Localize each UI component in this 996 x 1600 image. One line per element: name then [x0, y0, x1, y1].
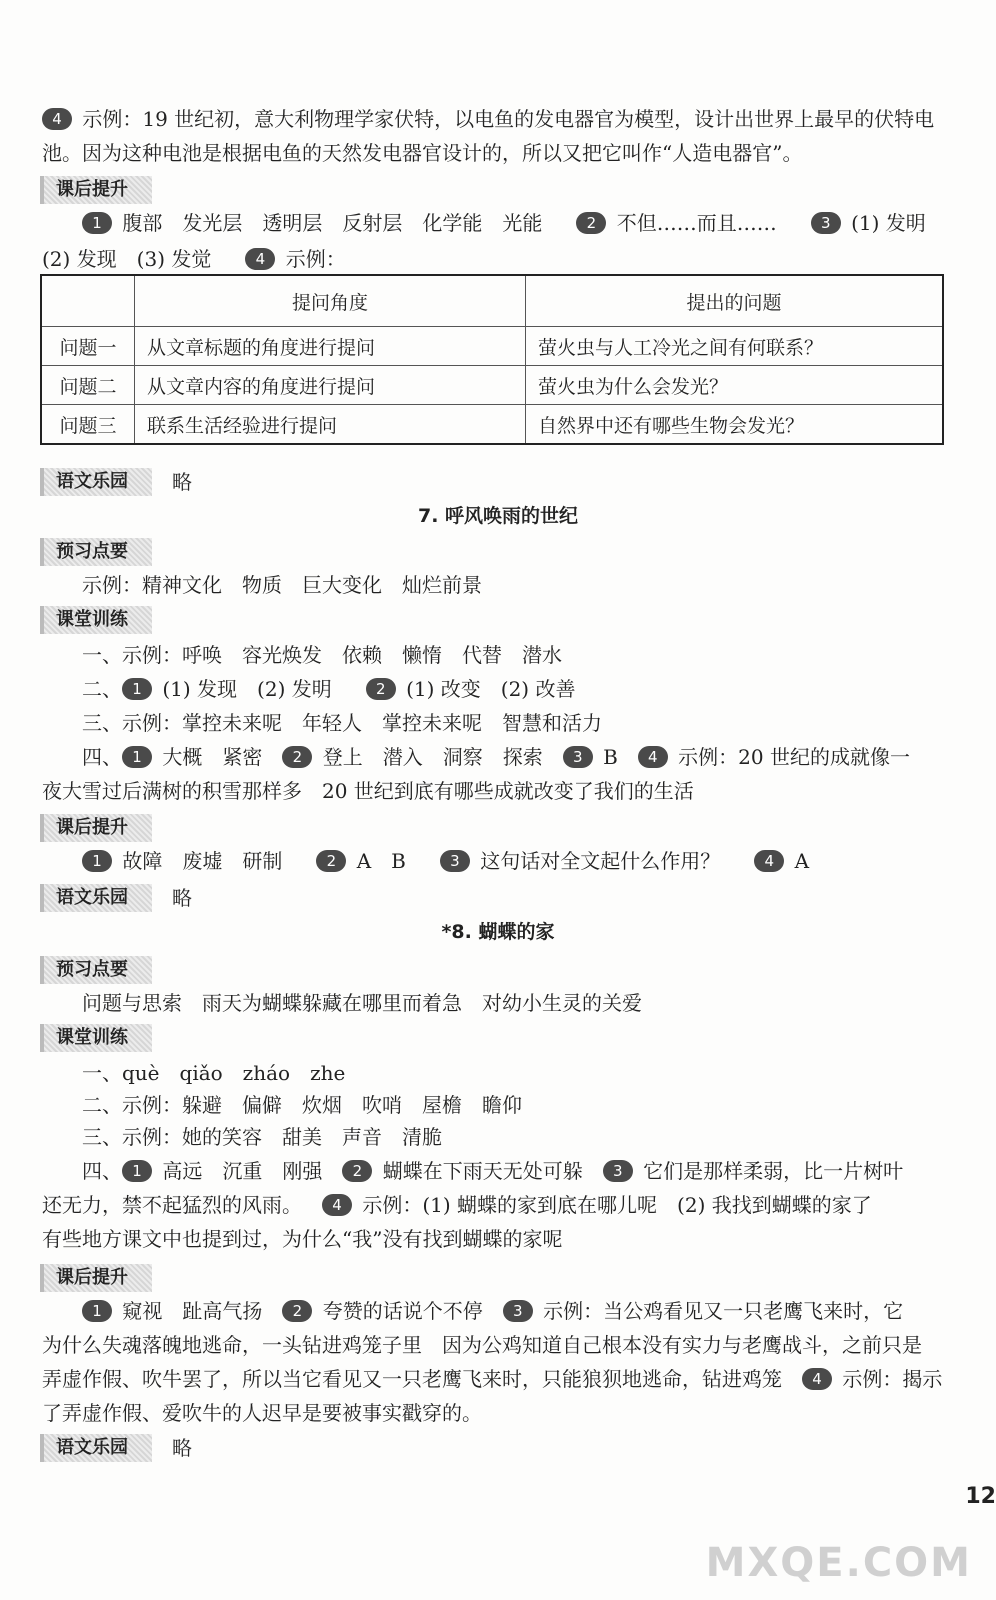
top-text-1: 示例：19 世纪初，意大利物理学家伏特，以电鱼的发电器官为模型，设计出世界上最早的伏特电 [82, 107, 935, 131]
l8-l5a: 还无力，禁不起猛烈的风雨。 [42, 1193, 302, 1217]
l7-l2a: 二、 [82, 677, 122, 701]
l8-l4d: 它们是那样柔弱，比一片树叶 [643, 1159, 904, 1183]
lesson7-line-2 [82, 674, 946, 704]
badge-1: 1 [122, 1160, 152, 1182]
lesson8-preview: 问题与思索 雨天为蝴蝶躲藏在哪里而着急 对幼小生灵的关爱 [82, 991, 642, 1015]
lesson7-class-header: 课堂训练 [40, 606, 152, 634]
badge-4: 4 [802, 1368, 832, 1390]
table-row [41, 327, 943, 366]
l7-l4d: B [603, 745, 618, 769]
l8-l4c: 蝴蝶在下雨天无处可躲 [382, 1159, 583, 1183]
table-row-question: 萤火虫与人工冷光之间有何联系？ [526, 327, 944, 366]
badge-1: 1 [82, 850, 112, 872]
badge-1: 1 [122, 746, 152, 768]
lesson7-after-header: 课后提升 [40, 814, 152, 842]
badge-4: 4 [322, 1194, 352, 1216]
lesson8-line-3: 三、示例：她的笑容 甜美 声音 清脆 [82, 1125, 442, 1149]
l8-a3: 示例：当公鸡看见又一只老鹰飞来时，它 [543, 1299, 904, 1323]
badge-2: 2 [282, 746, 312, 768]
lesson8-after-row-2: 为什么失魂落魄地逃命，一头钻进鸡笼子里 因为公鸡知道自己根本没有实力与老鹰战斗，之前只是 [42, 1333, 922, 1357]
badge-3: 3 [440, 850, 470, 872]
lesson8-line-6: 有些地方课文中也提到过，为什么“我”没有找到蝴蝶的家呢 [42, 1227, 563, 1251]
l8-l4b: 高远 沉重 刚强 [162, 1159, 323, 1183]
lesson8-class-header: 课堂训练 [40, 1024, 152, 1052]
l8-a2: 夸赞的话说个不停 [322, 1299, 483, 1323]
s1-r2b: 示例： [285, 247, 346, 271]
badge-4: 4 [42, 108, 72, 130]
l7-l2b: (1) 发现 (2) 发明 [162, 677, 332, 701]
table-row-angle: 从文章内容的角度进行提问 [135, 366, 526, 405]
badge-2: 2 [342, 1160, 372, 1182]
lesson7-line-5: 夜大雪过后满树的积雪那样多 20 世纪到底有哪些成就改变了我们的生活 [42, 779, 694, 803]
s1-row-1 [82, 208, 946, 238]
badge-2: 2 [316, 850, 346, 872]
lesson8-after-row-4: 了弄虚作假、爱吹牛的人迟早是要被事实戳穿的。 [42, 1401, 482, 1425]
section-header-chinese-park: 语文乐园 [40, 468, 152, 496]
badge-4: 4 [754, 850, 784, 872]
l7-l2c: (1) 改变 (2) 改善 [406, 677, 576, 701]
lesson7-preview: 示例：精神文化 物质 巨大变化 灿烂前景 [82, 573, 482, 597]
l7-a1: 故障 废墟 研制 [122, 849, 283, 873]
watermark-logo: MXQE.COM [705, 1540, 972, 1586]
s1-r1b: 不但……而且…… [616, 211, 777, 235]
l7-l4a: 四、 [82, 745, 122, 769]
s1-r2a: (2) 发现 (3) 发觉 [42, 247, 212, 271]
table-row-label: 问题一 [41, 327, 135, 366]
lesson7-preview-header: 预习点要 [40, 538, 152, 566]
badge-1: 1 [82, 212, 112, 234]
page-number: 12 [965, 1484, 996, 1509]
s1-r1a: 腹部 发光层 透明层 反射层 化学能 光能 [122, 211, 543, 235]
question-table [40, 274, 944, 445]
l8-a5b: 示例：揭示 [842, 1367, 943, 1391]
s2-text: 略 [172, 470, 192, 494]
badge-2: 2 [576, 212, 606, 234]
badge-3: 3 [503, 1300, 533, 1322]
badge-2: 2 [282, 1300, 312, 1322]
lesson7-park-header: 语文乐园 [40, 884, 152, 912]
badge-2: 2 [366, 678, 396, 700]
lesson8-park-text: 略 [172, 1436, 192, 1460]
lesson8-park-header: 语文乐园 [40, 1434, 152, 1462]
badge-3: 3 [811, 212, 841, 234]
lesson8-line-5 [42, 1190, 946, 1220]
lesson8-line-1: 一、què qiǎo zháo zhe [82, 1061, 346, 1085]
table-header-row [41, 275, 943, 327]
l8-a5a: 弄虚作假、吹牛罢了，所以当它看见又一只老鹰飞来时，只能狼狈地逃命，钻进鸡笼 [42, 1367, 782, 1391]
badge-1: 1 [122, 678, 152, 700]
lesson7-after-row [82, 846, 946, 876]
section-header-after-class: 课后提升 [40, 176, 152, 204]
l7-a4: A [794, 849, 810, 873]
table-corner-cell [41, 275, 135, 327]
l8-l4a: 四、 [82, 1159, 122, 1183]
table-row-question: 萤火虫为什么会发光？ [526, 366, 944, 405]
table-row-angle: 从文章标题的角度进行提问 [135, 327, 526, 366]
table-row [41, 366, 943, 405]
top-line-1 [42, 104, 946, 134]
table-header-angle: 提问角度 [135, 275, 526, 327]
lesson7-park-text: 略 [172, 886, 192, 910]
lesson7-line-4 [82, 742, 946, 772]
l7-a3: 这句话对全文起什么作用？ [480, 849, 721, 873]
lesson8-after-row-1 [82, 1296, 946, 1326]
table-row [41, 405, 943, 445]
lesson7-title: 7. 呼风唤雨的世纪 [417, 505, 579, 527]
lesson7-line-1: 一、示例：呼唤 容光焕发 依赖 懒惰 代替 潜水 [82, 643, 562, 667]
s1-r1c: (1) 发明 [851, 211, 926, 235]
lesson8-after-header: 课后提升 [40, 1264, 152, 1292]
badge-3: 3 [563, 746, 593, 768]
table-row-angle: 联系生活经验进行提问 [135, 405, 526, 445]
badge-4: 4 [245, 248, 275, 270]
l7-l4e: 示例：20 世纪的成就像一 [678, 745, 910, 769]
table-row-question: 自然界中还有哪些生物会发光？ [526, 405, 944, 445]
lesson8-after-row-3 [42, 1364, 946, 1394]
s1-row-2 [42, 244, 946, 274]
l8-l5b: 示例：(1) 蝴蝶的家到底在哪儿呢 (2) 我找到蝴蝶的家了 [362, 1193, 872, 1217]
l7-a2: A B [356, 849, 406, 873]
l7-l4b: 大概 紧密 [162, 745, 263, 769]
badge-4: 4 [638, 746, 668, 768]
top-line-2: 池。因为这种电池是根据电鱼的天然发电器官设计的，所以又把它叫作“人造电器官”。 [42, 141, 803, 165]
table-header-question: 提出的问题 [526, 275, 944, 327]
l8-a1: 窥视 趾高气扬 [122, 1299, 263, 1323]
table-row-label: 问题二 [41, 366, 135, 405]
badge-1: 1 [82, 1300, 112, 1322]
badge-3: 3 [603, 1160, 633, 1182]
lesson8-line-2: 二、示例：躲避 偏僻 炊烟 吹哨 屋檐 瞻仰 [82, 1093, 522, 1117]
lesson7-line-3: 三、示例：掌控未来呢 年轻人 掌控未来呢 智慧和活力 [82, 711, 602, 735]
table-row-label: 问题三 [41, 405, 135, 445]
lesson8-line-4 [82, 1156, 946, 1186]
l7-l4c: 登上 潜入 洞察 探索 [322, 745, 543, 769]
lesson8-preview-header: 预习点要 [40, 956, 152, 984]
lesson8-title: *8. 蝴蝶的家 [441, 921, 555, 943]
